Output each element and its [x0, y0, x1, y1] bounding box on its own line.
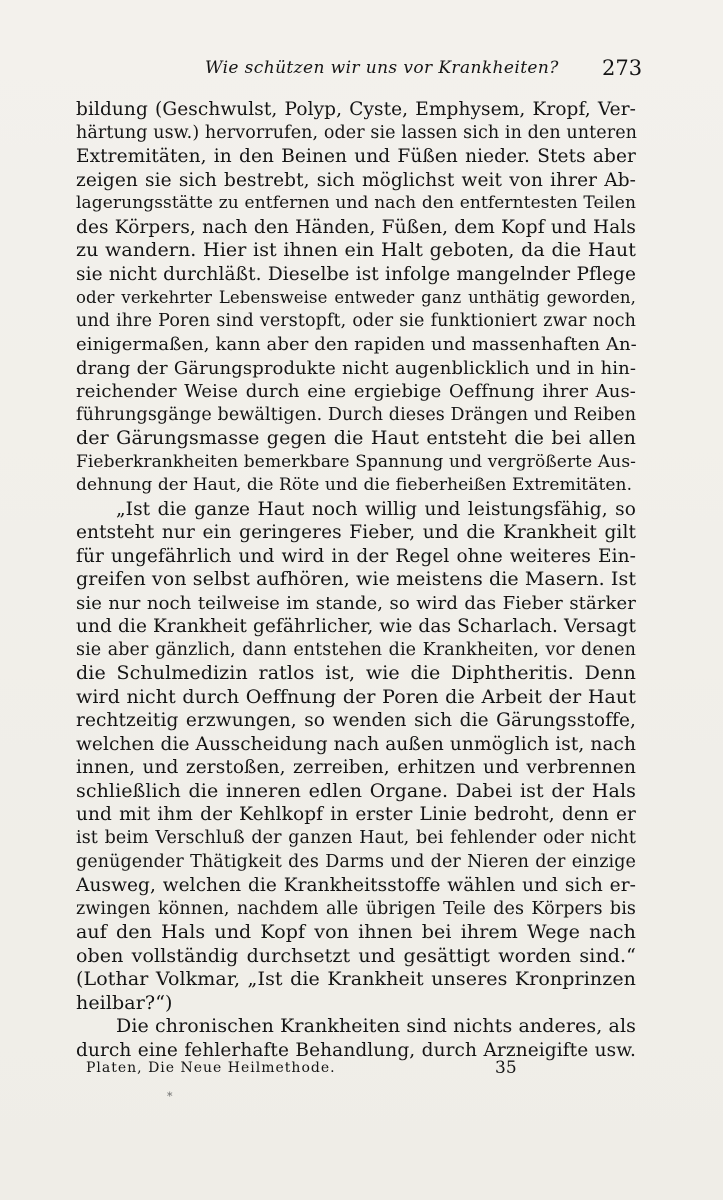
text-line: schließlich die inneren edlen Organe. Dabei ist der Hals — [76, 779, 636, 802]
text-line: Ausweg, welchen die Krankheitsstoffe wählen und sich er- — [76, 875, 636, 897]
text-line: (Lothar Volkmar, „Ist die Krankheit unseres Kronprinzen — [76, 968, 636, 991]
sheet-number: 35 — [495, 1058, 517, 1078]
text-line: einigermaßen, kann aber den rapiden und massenhaften An- — [76, 334, 637, 356]
text-line: greifen von selbst aufhören, wie meistens die Masern. Ist — [76, 568, 637, 591]
text-line: die Schulmedizin ratlos ist, wie die Diphtheritis. Denn — [76, 662, 636, 685]
text-line: und ihre Poren sind verstopft, oder sie funktioniert zwar noch — [76, 310, 636, 331]
text-line: dehnung der Haut, die Röte und die fieberheißen Extremitäten. — [76, 475, 633, 496]
text-line: reichender Weise durch eine ergiebige Oeffnung ihrer Aus- — [76, 381, 636, 403]
text-line: sie aber gänzlich, dann entstehen die Krankheiten, vor denen — [76, 639, 636, 660]
text-line: zu wandern. Hier ist ihnen ein Halt geboten, da die Haut — [76, 239, 636, 262]
text-line: Fieberkrankheiten bemerkbare Spannung und vergrößerte Aus- — [76, 451, 636, 472]
text-line: und die Krankheit gefährlicher, wie das Scharlach. Versagt — [76, 616, 636, 638]
text-line: auf den Hals und Kopf von ihnen bei ihrem Wege nach — [76, 921, 636, 944]
text-line: Extremitäten, in den Beinen und Füßen nieder. Stets aber — [76, 146, 636, 168]
ink-speck: * — [167, 1090, 173, 1103]
text-line: lagerungsstätte zu entfernen und nach den entferntesten Teilen — [76, 193, 636, 214]
text-line: ist beim Verschluß der ganzen Haut, bei fehlender oder nicht — [76, 827, 636, 848]
text-line: durch eine fehlerhafte Behandlung, durch Arzneigifte usw. — [76, 1039, 636, 1061]
text-line: innen, und zerstoßen, zerreiben, erhitzen und verbrennen — [76, 757, 636, 779]
text-line: oder verkehrter Lebensweise entweder ganz unthätig geworden, — [76, 288, 636, 308]
text-line: für ungefährlich und wird in der Regel ohne weiteres Ein- — [76, 545, 636, 567]
text-line: genügender Thätigkeit des Darms und der Nieren der einzige — [76, 851, 636, 872]
text-line: oben vollständig durchsetzt und gesättigt worden sind.“ — [76, 944, 636, 967]
text-line: der Gärungsmasse gegen die Haut entsteht die bei allen — [76, 427, 636, 450]
text-line: welchen die Ausscheidung nach außen unmöglich ist, nach — [76, 733, 636, 755]
text-line: drang der Gärungsprodukte nicht augenblicklich und in hin- — [76, 357, 636, 379]
running-title: Wie schützen wir uns vor Krankheiten? — [205, 58, 559, 78]
running-head — [0, 58, 723, 84]
paragraph-first-line: Die chronischen Krankheiten sind nichts anderes, als — [116, 1015, 636, 1038]
text-line: des Körpers, nach den Händen, Füßen, dem Kopf und Hals — [76, 216, 636, 238]
text-line: heilbar?“) — [76, 991, 173, 1014]
text-line: führungsgänge bewältigen. Durch dieses Drängen und Reiben — [76, 404, 637, 425]
printer-signature: Platen, Die Neue Heilmethode. — [86, 1060, 336, 1076]
text-line: sie nicht durchläßt. Dieselbe ist infolge mangelnder Pflege — [76, 263, 636, 285]
text-line: entsteht nur ein geringeres Fieber, und die Krankheit gilt — [76, 522, 636, 544]
text-line: zeigen sie sich bestrebt, sich möglichst weit von ihrer Ab- — [76, 169, 636, 191]
paragraph-first-line: „Ist die ganze Haut noch willig und leistungsfähig, so — [116, 498, 636, 520]
text-line: härtung usw.) hervorrufen, oder sie lassen sich in den unteren — [76, 122, 638, 143]
page-footer — [0, 1060, 723, 1084]
text-line: sie nur noch teilweise im stande, so wird das Fieber stärker — [76, 592, 636, 614]
text-line: und mit ihm der Kehlkopf in erster Linie bedroht, denn er — [76, 804, 636, 826]
body-text — [76, 98, 636, 1062]
text-line: zwingen können, nachdem alle übrigen Teile des Körpers bis — [76, 898, 636, 919]
page-number: 273 — [602, 56, 643, 80]
text-line: wird nicht durch Oeffnung der Poren die Arbeit der Haut — [76, 685, 636, 708]
text-line: rechtzeitig erzwungen, so wenden sich die Gärungsstoffe, — [76, 710, 636, 732]
text-line: bildung (Geschwulst, Polyp, Cyste, Emphysem, Kropf, Ver- — [76, 99, 636, 120]
